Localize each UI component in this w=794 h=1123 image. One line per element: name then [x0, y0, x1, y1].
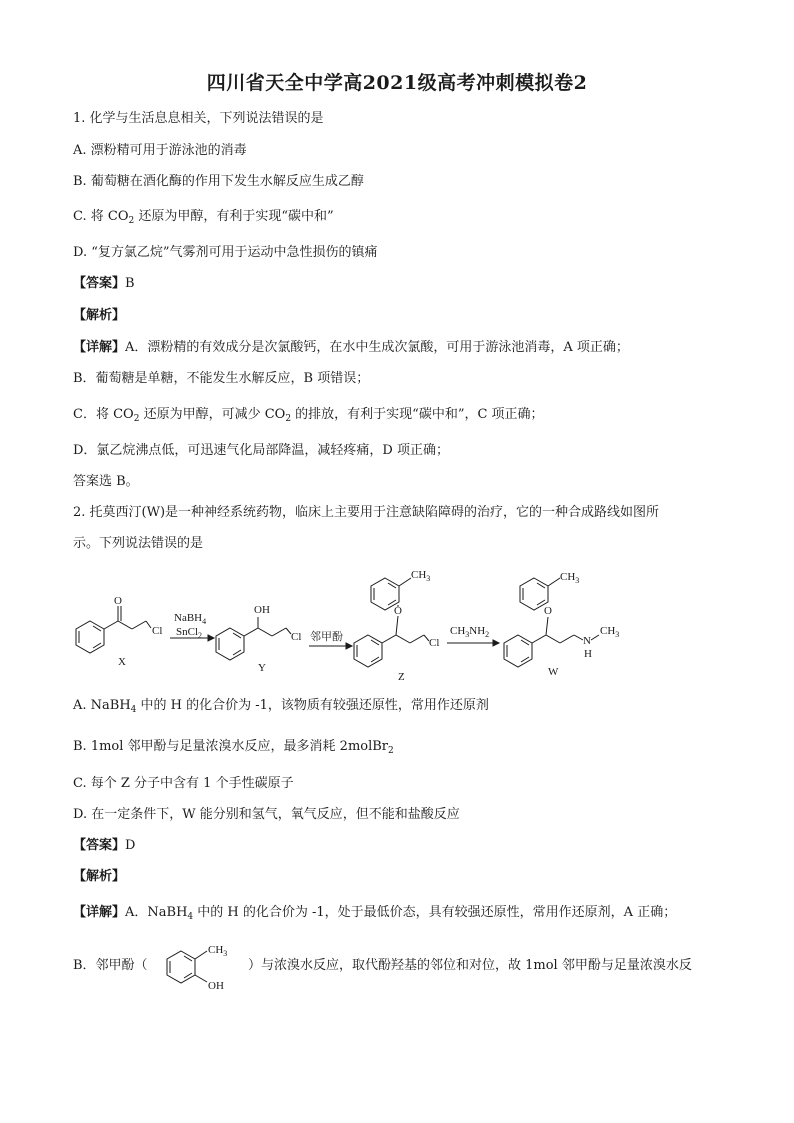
reagent-ch3nh2: $CH_3NH_2$ [450, 625, 490, 639]
compound-x-structure [76, 606, 151, 653]
q1-option-b: B. 葡萄糖在酒化酶的作用下发生水解反应生成乙醇 [73, 174, 364, 189]
z-chlorine-label: Cl [429, 637, 440, 649]
w-hydrogen-label: H [584, 648, 592, 660]
reagent-sncl2: SnCl$_2$ [176, 626, 203, 640]
q1-option-c: C. 将 $CO_2$ 还原为甲醇，有利于实现“碳中和” [73, 209, 334, 226]
z-oxygen-label: O [394, 605, 402, 617]
q2-answer: 【答案】D [73, 838, 136, 853]
x-oxygen-label: O [114, 595, 122, 607]
compound-z-structure [354, 578, 429, 667]
q2-stem-line1: 2. 托莫西汀(W)是一种神经系统药物，临床上主要用于注意缺陷障碍的治疗，它的一种合成路线如图所 [73, 505, 660, 520]
label-z: Z [398, 671, 405, 683]
compound-y-structure [216, 617, 291, 660]
label-y: Y [258, 662, 266, 674]
reagent-nabh4: NaBH$_4$ [174, 612, 207, 626]
q1-answer: 【答案】B [73, 276, 135, 291]
q2-analysis-label: 【解析】 [73, 869, 126, 884]
x-chlorine-label: Cl [152, 625, 163, 637]
q2-option-d: D. 在一定条件下，W 能分别和氢气，氧气反应，但不能和盐酸反应 [73, 807, 460, 822]
w-ch3-n-label: $CH_3$ [600, 625, 620, 639]
w-ch3-label: $CH_3$ [560, 571, 580, 585]
y-chlorine-label: Cl [291, 631, 302, 643]
label-x: X [118, 656, 126, 668]
q2-option-a: A. NaBH$_4$ 中的 H 的化合价为 -1，该物质有较强还原性，常用作还原剂 [73, 698, 489, 715]
q1-option-a: A. 漂粉精可用于游泳池的消毒 [73, 143, 247, 158]
w-oxygen-label: O [544, 605, 552, 617]
y-oh-label: OH [254, 604, 270, 616]
o-cresol-structure [167, 951, 207, 983]
q1-detail-d: D．氯乙烷沸点低，可迅速气化局部降温，减轻疼痛，D 项正确； [73, 443, 449, 458]
o-cresol-oh-label: OH [208, 980, 224, 992]
q2-option-c: C. 每个 Z 分子中含有 1 个手性碳原子 [73, 776, 294, 791]
q2-detail-a: 【详解】A．NaBH$_4$ 中的 H 的化合价为 -1，处于最低价态，具有较强还原性，常用作还原剂，A 正确； [73, 905, 677, 922]
q1-detail-a: 【详解】A．漂粉精的有效成分是次氯酸钙，在水中生成次氯酸，可用于游泳池消毒，A 项正确； [73, 340, 629, 355]
page-title: 四川省天全中学高2021级高考冲刺模拟卷2 [206, 72, 588, 94]
z-ch3-label: $CH_3$ [411, 569, 431, 583]
co2-formula: $CO_2$ [107, 209, 135, 226]
reagent-o-cresol: 邻甲酚 [310, 631, 343, 643]
q2-option-b: B. 1mol 邻甲酚与足量浓溴水反应，最多消耗 2molBr$_2$ [73, 739, 394, 756]
q2-stem-line2: 示。下列说法错误的是 [73, 536, 204, 551]
w-nitrogen-label: N [583, 635, 591, 647]
o-cresol-ch3-label: $CH_3$ [208, 944, 228, 958]
q1-stem: 1. 化学与生活息息相关，下列说法错误的是 [73, 111, 324, 126]
q1-option-d: D. “复方氯乙烷”气雾剂可用于运动中急性损伤的镇痛 [73, 245, 378, 260]
q1-detail-c: C．将 $CO_2$ 还原为甲醇，可减少 $CO_2$ 的排放，有利于实现“碳中和”，C 项正确； [73, 407, 544, 424]
q1-analysis-label: 【解析】 [73, 308, 126, 323]
label-w: W [548, 666, 559, 678]
q2-detail-b-pre: B．邻甲酚（ [73, 958, 148, 973]
q1-detail-b: B．葡萄糖是单糖，不能发生水解反应，B 项错误； [73, 371, 370, 386]
q1-conclusion: 答案选 B。 [73, 474, 139, 489]
q2-detail-b-post: ）与浓溴水反应，取代酚羟基的邻位和对位，故 1mol 邻甲酚与足量浓溴水反 [248, 958, 692, 973]
